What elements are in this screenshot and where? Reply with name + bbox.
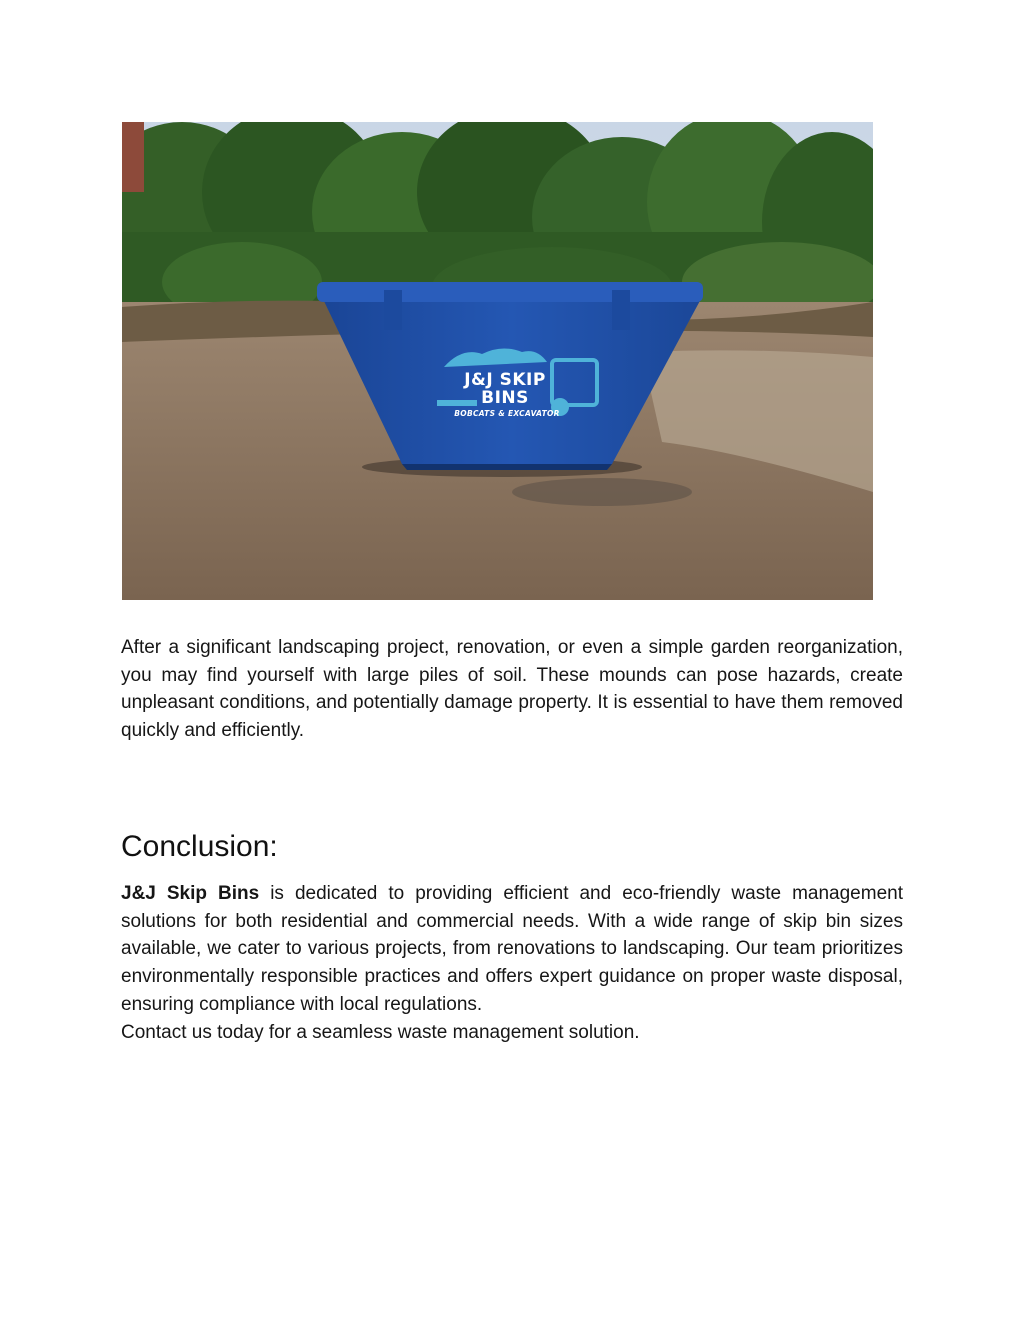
brand-name: J&J Skip Bins [121,883,260,904]
conclusion-heading: Conclusion: [121,830,278,863]
intro-paragraph: After a significant landscaping project, renovation, or even a simple garden reorganization, you may find yourself with large piles of soil. These mounds can pose hazards, create unpleasant conditions, and potentially damage property. It is essential to have them removed quickly and efficiently. [121,637,903,742]
logo-tagline: BOBCATS & EXCAVATOR [454,409,560,418]
skip-bin-photo [122,122,873,600]
logo-line2: BINS [481,388,529,408]
conclusion-paragraph [121,880,903,1019]
conclusion-body: is dedicated to providing efficient and eco-friendly waste management solutions for both residential and commercial needs. With a wide range of skip bin sizes available, we cater to various projects, from renovations to landscaping. Our team prioritizes environmentally responsible practices and offers expert guidance on proper waste disposal, ensuring compliance with local regulations. [121,883,903,1015]
skip-bin-illustration [122,122,873,600]
contact-line: Contact us today for a seamless waste management solution. [121,1022,640,1043]
logo-line1: J&J SKIP [464,370,546,390]
